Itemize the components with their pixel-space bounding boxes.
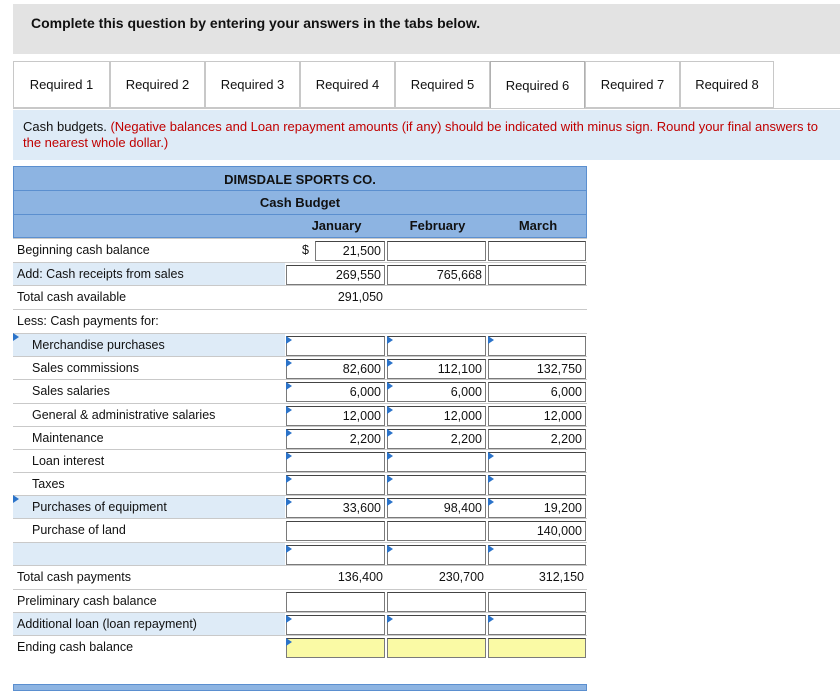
cell-february: [386, 449, 487, 472]
cell-january: [285, 449, 386, 472]
row-label: Loan interest: [13, 449, 285, 472]
answer-input[interactable]: [387, 545, 486, 565]
flag-icon: [387, 382, 393, 390]
instructions-note: (Negative balances and Loan repayment amounts (if any) should be indicated with minus sign. Round your final answers to the nearest whole dollar.): [23, 119, 818, 150]
answer-input[interactable]: [488, 382, 586, 402]
flag-icon: [286, 382, 292, 390]
cell-value: 291,050: [337, 290, 383, 304]
tab-required-3[interactable]: [205, 61, 300, 108]
tab-label: Required 4: [315, 77, 380, 92]
flag-icon: [387, 615, 393, 623]
input-value: 19,200: [543, 501, 582, 515]
input-value: 6,000: [349, 385, 381, 399]
answer-input[interactable]: [488, 265, 586, 285]
row-label: Additional loan (loan repayment): [13, 612, 285, 635]
tab-divider: [13, 108, 840, 109]
answer-input[interactable]: [286, 359, 385, 379]
cell-february: [386, 426, 487, 449]
cell-march: [487, 449, 587, 472]
answer-input[interactable]: [387, 336, 486, 356]
cell-march: [487, 285, 587, 308]
answer-input[interactable]: [286, 475, 385, 495]
answer-input[interactable]: [286, 336, 385, 356]
input-value: 12,000: [543, 409, 582, 423]
answer-input[interactable]: [488, 475, 586, 495]
answer-input[interactable]: [286, 615, 385, 635]
input-value: 12,000: [443, 409, 482, 423]
answer-input[interactable]: [286, 638, 385, 658]
answer-input[interactable]: [286, 265, 385, 285]
cash-budget-table: [13, 166, 587, 691]
cell-january: [285, 635, 386, 658]
answer-input[interactable]: [488, 359, 586, 379]
cell-march: [487, 589, 587, 612]
answer-input[interactable]: [286, 498, 385, 518]
answer-input[interactable]: [488, 241, 586, 261]
tab-label: Required 6: [505, 77, 570, 93]
flag-icon: [387, 545, 393, 553]
tab-required-4[interactable]: [300, 61, 395, 108]
cell-february: [386, 518, 487, 541]
answer-input[interactable]: [387, 406, 486, 426]
cell-january: [285, 262, 386, 285]
flag-icon: [286, 498, 292, 506]
flag-icon: [488, 475, 494, 483]
flag-icon: [286, 429, 292, 437]
table-row: [13, 495, 587, 518]
table-row: [13, 403, 587, 426]
cell-february: [386, 238, 487, 261]
row-label: Ending cash balance: [13, 635, 285, 658]
cell-february: [386, 333, 487, 356]
tab-bar: [13, 61, 840, 109]
input-value: 112,100: [437, 362, 482, 376]
flag-icon: [488, 545, 494, 553]
cell-february: [386, 356, 487, 379]
answer-input[interactable]: [488, 521, 586, 541]
answer-input[interactable]: [387, 498, 486, 518]
cell-february: [386, 612, 487, 635]
cell-january: [285, 542, 386, 565]
input-value: 12,000: [342, 409, 381, 423]
answer-input[interactable]: [387, 638, 486, 658]
answer-input[interactable]: [488, 592, 586, 612]
cell-february: [386, 495, 487, 518]
table-row: [13, 449, 587, 472]
table-row: [13, 635, 587, 658]
flag-icon: [286, 638, 292, 646]
flag-icon: [286, 545, 292, 553]
currency-symbol: $: [302, 243, 309, 257]
flag-icon: [387, 336, 393, 344]
row-label: Preliminary cash balance: [13, 589, 285, 612]
cell-february: [386, 542, 487, 565]
flag-icon: [286, 452, 292, 460]
answer-input[interactable]: [387, 452, 486, 472]
table-row: [13, 589, 587, 612]
answer-input[interactable]: [286, 545, 385, 565]
cell-march: [487, 472, 587, 495]
row-label: Total cash available: [13, 285, 285, 308]
answer-input[interactable]: [488, 406, 586, 426]
row-label: Add: Cash receipts from sales: [13, 262, 285, 285]
tab-label: Required 7: [600, 77, 665, 92]
cell-february: [386, 589, 487, 612]
tab-required-1[interactable]: [13, 61, 110, 108]
table-row: [13, 565, 587, 588]
answer-input[interactable]: [387, 592, 486, 612]
cell-march: [487, 542, 587, 565]
answer-input[interactable]: [286, 521, 385, 541]
input-value: 6,000: [550, 385, 582, 399]
cell-march: [487, 565, 587, 588]
cell-january: [285, 238, 386, 261]
answer-input[interactable]: [387, 241, 486, 261]
column-header-january: January: [311, 218, 362, 233]
cell-value: 136,400: [337, 570, 383, 584]
flag-icon: [286, 336, 292, 344]
flag-icon: [286, 359, 292, 367]
tab-required-5[interactable]: [395, 61, 490, 108]
instructions-lead: Cash budgets.: [23, 119, 107, 134]
input-value: 132,750: [536, 362, 582, 376]
cell-february: [386, 379, 487, 402]
cell-march: [487, 495, 587, 518]
tab-label: Required 3: [220, 77, 285, 92]
input-value: 2,200: [450, 432, 482, 446]
instruction-banner: [13, 4, 840, 54]
flag-icon: [13, 495, 19, 503]
row-label: Purchase of land: [13, 518, 285, 541]
answer-input[interactable]: [286, 406, 385, 426]
row-label: Less: Cash payments for:: [13, 309, 285, 332]
cell-january: [285, 426, 386, 449]
cell-march: [487, 356, 587, 379]
tab-required-6[interactable]: [490, 61, 585, 109]
tab-required-8[interactable]: [680, 61, 774, 108]
row-label: Sales salaries: [13, 379, 285, 402]
cell-january: [285, 565, 386, 588]
budget-title: Cash Budget: [259, 195, 341, 210]
question-instructions: [13, 110, 840, 160]
table-row: [13, 333, 587, 356]
flag-icon: [488, 336, 494, 344]
answer-input[interactable]: [387, 475, 486, 495]
cell-march: [487, 379, 587, 402]
flag-icon: [387, 429, 393, 437]
flag-icon: [286, 475, 292, 483]
flag-icon: [488, 452, 494, 460]
table-row: [13, 426, 587, 449]
column-header-march: March: [518, 218, 558, 233]
input-value: 2,200: [550, 432, 582, 446]
table-row: [13, 518, 587, 541]
tab-label: Required 5: [410, 77, 475, 92]
tab-required-2[interactable]: [110, 61, 205, 108]
answer-input[interactable]: [488, 498, 586, 518]
row-label: General & administrative salaries: [13, 403, 285, 426]
answer-input[interactable]: [387, 359, 486, 379]
cell-january: [285, 333, 386, 356]
table-row: [13, 356, 587, 379]
row-label: Purchases of equipment: [13, 495, 285, 518]
answer-input[interactable]: [387, 615, 486, 635]
column-header-row: [13, 215, 587, 238]
table-row: [13, 612, 587, 635]
answer-input[interactable]: [488, 545, 586, 565]
answer-input[interactable]: [387, 521, 486, 541]
input-value: 140,000: [536, 524, 582, 538]
cell-january: [285, 589, 386, 612]
answer-input[interactable]: [286, 452, 385, 472]
cell-march: [487, 262, 587, 285]
table-row: [13, 262, 587, 285]
cell-march: [487, 635, 587, 658]
cell-january: [285, 612, 386, 635]
cell-february: [386, 635, 487, 658]
input-value: 2,200: [349, 432, 381, 446]
cell-january: [285, 495, 386, 518]
cell-february: [386, 285, 487, 308]
answer-input[interactable]: [488, 429, 586, 449]
answer-input[interactable]: [488, 638, 586, 658]
cell-march: [487, 238, 587, 261]
cell-january: [285, 403, 386, 426]
cell-value: 312,150: [538, 570, 584, 584]
answer-input[interactable]: [488, 336, 586, 356]
answer-input[interactable]: [286, 429, 385, 449]
input-value: 82,600: [342, 362, 381, 376]
cell-january: [285, 285, 386, 308]
flag-icon: [387, 359, 393, 367]
cell-march: [487, 518, 587, 541]
flag-icon: [387, 452, 393, 460]
table-row: [13, 309, 587, 332]
flag-icon: [286, 406, 292, 414]
input-value: 765,668: [436, 268, 482, 282]
table-footer-band: [13, 684, 587, 691]
cell-january: [285, 518, 386, 541]
table-row: [13, 285, 587, 308]
answer-input[interactable]: [387, 429, 486, 449]
cell-march: [487, 612, 587, 635]
table-row: [13, 238, 587, 261]
row-label: Sales commissions: [13, 356, 285, 379]
cell-january: [285, 472, 386, 495]
cell-february: [386, 309, 487, 332]
table-row: [13, 379, 587, 402]
cell-february: [386, 565, 487, 588]
answer-input[interactable]: [387, 265, 486, 285]
tab-label: Required 8: [695, 77, 759, 92]
tab-required-7[interactable]: [585, 61, 680, 108]
flag-icon: [387, 475, 393, 483]
answer-input[interactable]: [315, 241, 385, 261]
flag-icon: [488, 615, 494, 623]
cell-march: [487, 309, 587, 332]
tab-label: Required 1: [29, 77, 94, 92]
answer-input[interactable]: [387, 382, 486, 402]
flag-icon: [286, 615, 292, 623]
cell-january: [285, 379, 386, 402]
company-name: DIMSDALE SPORTS CO.: [224, 172, 376, 187]
cell-february: [386, 262, 487, 285]
banner-text: Complete this question by entering your answers in the tabs below.: [31, 15, 481, 31]
cell-january: [285, 356, 386, 379]
flag-icon: [13, 333, 19, 341]
input-value: 33,600: [342, 501, 381, 515]
flag-icon: [488, 498, 494, 506]
tab-label: Required 2: [125, 77, 190, 92]
row-label: Total cash payments: [13, 565, 285, 588]
cell-march: [487, 426, 587, 449]
input-value: 21,500: [342, 244, 381, 258]
cell-february: [386, 472, 487, 495]
answer-input[interactable]: [286, 592, 385, 612]
flag-icon: [387, 498, 393, 506]
row-label: [13, 542, 285, 565]
row-label: Maintenance: [13, 426, 285, 449]
input-value: 269,550: [335, 268, 381, 282]
row-label: Merchandise purchases: [13, 333, 285, 356]
row-label: Taxes: [13, 472, 285, 495]
input-value: 98,400: [443, 501, 482, 515]
cell-february: [386, 403, 487, 426]
cell-march: [487, 403, 587, 426]
answer-input[interactable]: [286, 382, 385, 402]
answer-input[interactable]: [488, 615, 586, 635]
title-header: [13, 191, 587, 215]
column-header-february: February: [409, 218, 466, 233]
row-label: Beginning cash balance: [13, 238, 285, 261]
company-header: [13, 166, 587, 191]
flag-icon: [387, 406, 393, 414]
cell-value: 230,700: [438, 570, 484, 584]
answer-input[interactable]: [488, 452, 586, 472]
table-row: [13, 542, 587, 565]
cell-march: [487, 333, 587, 356]
cell-january: [285, 309, 386, 332]
table-row: [13, 472, 587, 495]
input-value: 6,000: [450, 385, 482, 399]
